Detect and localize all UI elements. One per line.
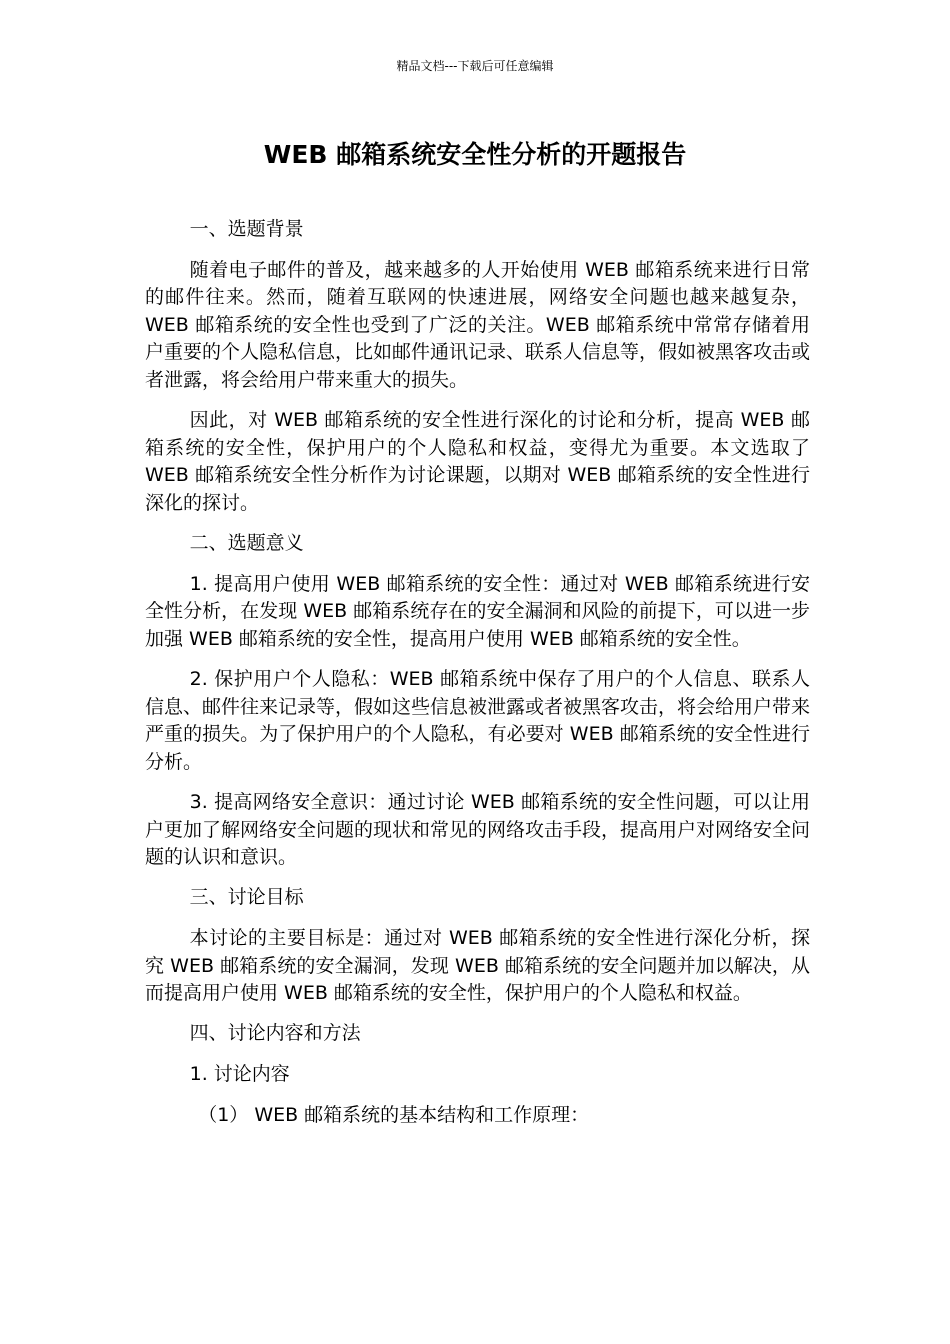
page-header-note: 精品文档---下载后可任意编辑 bbox=[396, 59, 554, 73]
section-heading-content-methods: 四、讨论内容和方法 bbox=[189, 1022, 361, 1045]
list-item-structure: （1） WEB 邮箱系统的基本结构和工作原理： bbox=[198, 1103, 590, 1126]
section-heading-goals: 三、讨论目标 bbox=[189, 886, 304, 909]
paragraph-goals: 本讨论的主要目标是：通过对 WEB 邮箱系统的安全性进行深化分析，探究 WEB 邮箱系统的安全漏洞，发现 WEB 邮箱系统的安全问题并加以解决，从而提高用户使用 WEB 邮箱系统的安全性，保护用户的个人隐私和权益。 bbox=[145, 927, 810, 1005]
paragraph-significance-1: 1. 提高用户使用 WEB 邮箱系统的安全性：通过对 WEB 邮箱系统进行安全性分析，在发现 WEB 邮箱系统存在的安全漏洞和风险的前提下，可以进一步加强 WEB 邮箱系统的安全性，提高用户使用 WEB 邮箱系统的安全性。 bbox=[145, 572, 810, 650]
paragraph-significance-2: 2. 保护用户个人隐私：WEB 邮箱系统中保存了用户的个人信息、联系人信息、邮件往来记录等，假如这些信息被泄露或者被黑客攻击，将会给用户带来严重的损失。为了保护用户的个人隐私，有必要对 WEB 邮箱系统的安全性进行分析。 bbox=[145, 668, 811, 773]
section-heading-background: 一、选题背景 bbox=[189, 218, 304, 240]
paragraph-background-2: 因此，对 WEB 邮箱系统的安全性进行深化的讨论和分析，提高 WEB 邮箱系统的安全性，保护用户的个人隐私和权益，变得尤为重要。本文选取了 WEB 邮箱系统安全性分析作为讨论课题，以期对 WEB 邮箱系统的安全性进行深化的探讨。 bbox=[145, 409, 810, 514]
paragraph-background-1: 随着电子邮件的普及，越来越多的人开始使用 WEB 邮箱系统来进行日常的邮件往来。然而，随着互联网的快速进展，网络安全问题也越来越复杂，WEB 邮箱系统的安全性也受到了广泛的关注。WEB 邮箱系统中常常存储着用户重要的个人隐私信息，比如邮件通讯记录、联系人信息等，假如被黑客攻击或者泄露，将会给用户带来重大的损失。 bbox=[145, 258, 811, 391]
subheading-content: 1. 讨论内容 bbox=[189, 1063, 290, 1085]
document-title: WEB 邮箱系统安全性分析的开题报告 bbox=[263, 140, 687, 169]
paragraph-significance-3: 3. 提高网络安全意识：通过讨论 WEB 邮箱系统的安全性问题，可以让用户更加了解网络安全问题的现状和常见的网络攻击手段，提高用户对网络安全问题的认识和意识。 bbox=[145, 791, 811, 869]
section-heading-significance: 二、选题意义 bbox=[189, 532, 304, 555]
document-body bbox=[145, 216, 810, 1142]
